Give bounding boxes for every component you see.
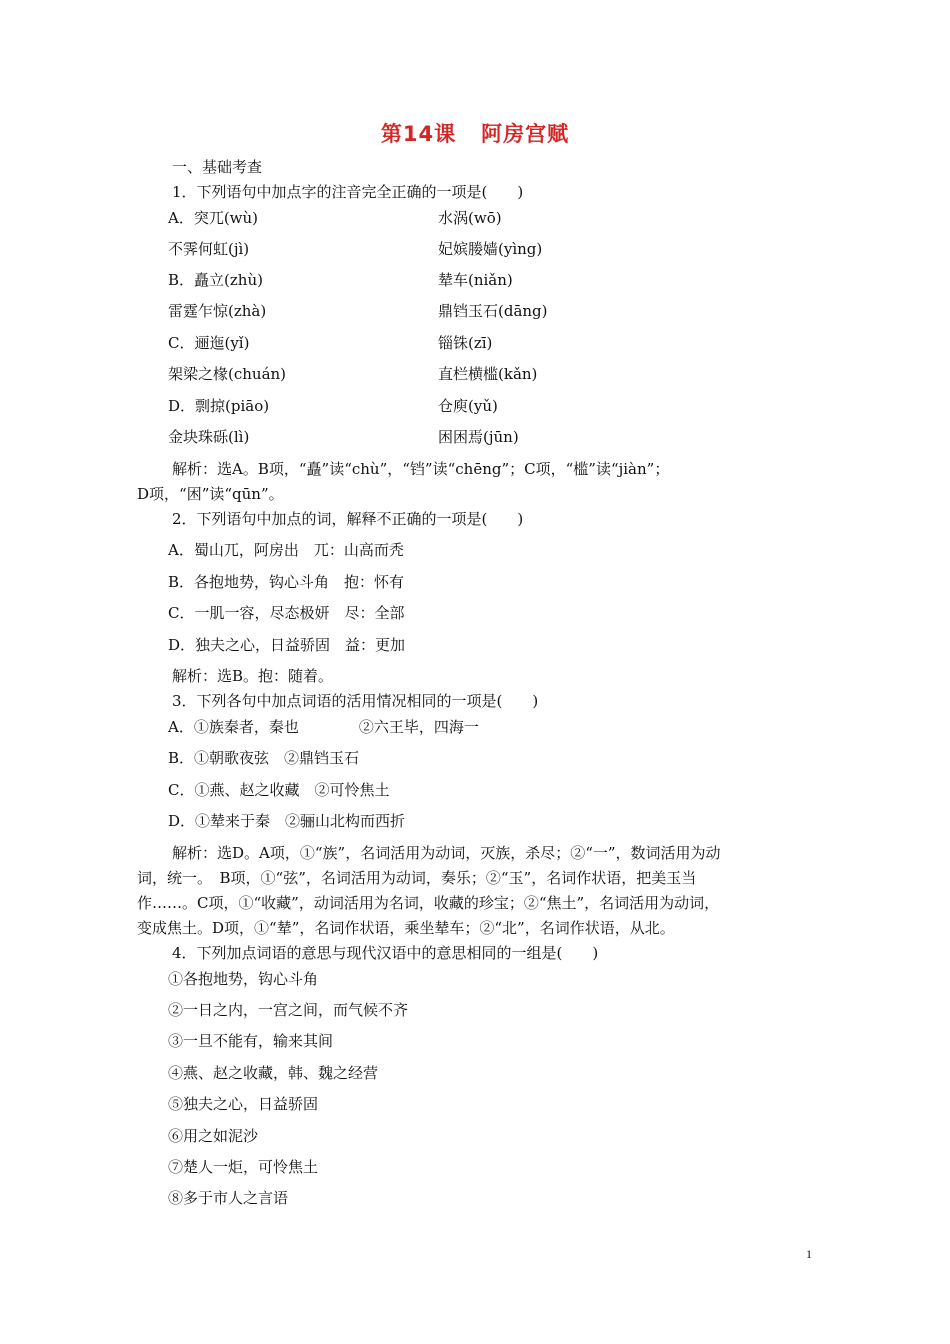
q3-analysis: 作……。C项，①“收藏”，动词活用为名词，收藏的珍宝；②“焦土”，名词活用为动词， [137, 894, 720, 912]
question-4-stem: 4．下列加点词语的意思与现代汉语中的意思相同的一组是( ) [172, 944, 599, 962]
q1-option-left: B．矗立(zhù) [168, 271, 263, 289]
q1-option-left: 架梁之椽(chuán) [168, 365, 287, 383]
question-1-stem: 1．下列语句中加点字的注音完全正确的一项是( ) [172, 183, 524, 201]
q1-option-left: 雷霆乍惊(zhà) [168, 302, 267, 320]
q4-item: ④燕、赵之收藏，韩、魏之经营 [168, 1064, 379, 1082]
q2-option: B．各抱地势，钩心斗角 抱：怀有 [168, 573, 405, 591]
q1-option-right: 直栏横槛(kǎn) [438, 365, 538, 383]
q4-item: ②一日之内，一宫之间，而气候不齐 [168, 1001, 409, 1019]
q1-option-left: A．突兀(wù) [168, 209, 259, 227]
q2-analysis: 解析：选B。抱：随着。 [172, 667, 334, 685]
q2-option: A．蜀山兀，阿房出 兀：山高而秃 [168, 541, 404, 559]
q3-analysis: 词，统一。 B项，①“弦”，名词活用为动词，奏乐；②“玉”，名词作状语，把美玉当 [137, 869, 697, 887]
q4-item: ③一旦不能有，输来其间 [168, 1032, 334, 1050]
q4-item: ⑤独夫之心，日益骄固 [168, 1095, 319, 1113]
q3-option: A．①族秦者，秦也 ②六王毕，四海一 [168, 718, 479, 736]
q4-item: ①各抱地势，钩心斗角 [168, 970, 319, 988]
question-2-stem: 2．下列语句中加点的词，解释不正确的一项是( ) [172, 510, 524, 528]
q1-analysis-cont: D项，“困”读“qūn”。 [137, 485, 284, 503]
q2-option: D．独夫之心，日益骄固 益：更加 [168, 636, 406, 654]
q1-option-right: 水涡(wō) [438, 209, 502, 227]
q1-analysis: 解析：选A。B项，“矗”读“chù”，“铛”读“chēng”；C项，“槛”读“jiàn”； [172, 460, 670, 478]
q1-option-right: 妃嫔媵嫱(yìng) [438, 240, 543, 258]
q4-item: ⑦楚人一炬，可怜焦土 [168, 1158, 319, 1176]
q3-analysis: 解析：选D。A项，①“族”，名词活用为动词，灭族，杀尽；②“一”，数词活用为动 [172, 844, 721, 862]
q1-option-left: 金块珠砾(lì) [168, 428, 250, 446]
q3-option: B．①朝歌夜弦 ②鼎铛玉石 [168, 749, 360, 767]
q3-option: D．①辇来于秦 ②骊山北构而西折 [168, 812, 406, 830]
q1-option-right: 鼎铛玉石(dāng) [438, 302, 548, 320]
q4-item: ⑥用之如泥沙 [168, 1127, 259, 1145]
q1-option-left: C．逦迤(yǐ) [168, 334, 250, 352]
section-heading: 一、基础考查 [172, 158, 263, 176]
q1-option-left: 不霁何虹(jì) [168, 240, 250, 258]
q1-option-right: 辇车(niǎn) [438, 271, 513, 289]
q1-option-left: D．剽掠(piāo) [168, 397, 270, 415]
q3-analysis: 变成焦土。D项，①“辇”，名词作状语，乘坐辇车；②“北”，名词作状语，从北。 [137, 919, 675, 937]
q1-option-right: 困困焉(jūn) [438, 428, 519, 446]
q4-item: ⑧多于市人之言语 [168, 1189, 289, 1207]
q1-option-right: 锱铢(zī) [438, 334, 493, 352]
question-3-stem: 3．下列各句中加点词语的活用情况相同的一项是( ) [172, 692, 539, 710]
q3-option: C．①燕、赵之收藏 ②可怜焦土 [168, 781, 390, 799]
q2-option: C．一肌一容，尽态极妍 尽：全部 [168, 604, 405, 622]
q1-option-right: 仓庾(yǔ) [438, 397, 498, 415]
page-title: 第14课 阿房宫赋 [380, 122, 570, 146]
page-number: 1 [806, 1247, 812, 1261]
